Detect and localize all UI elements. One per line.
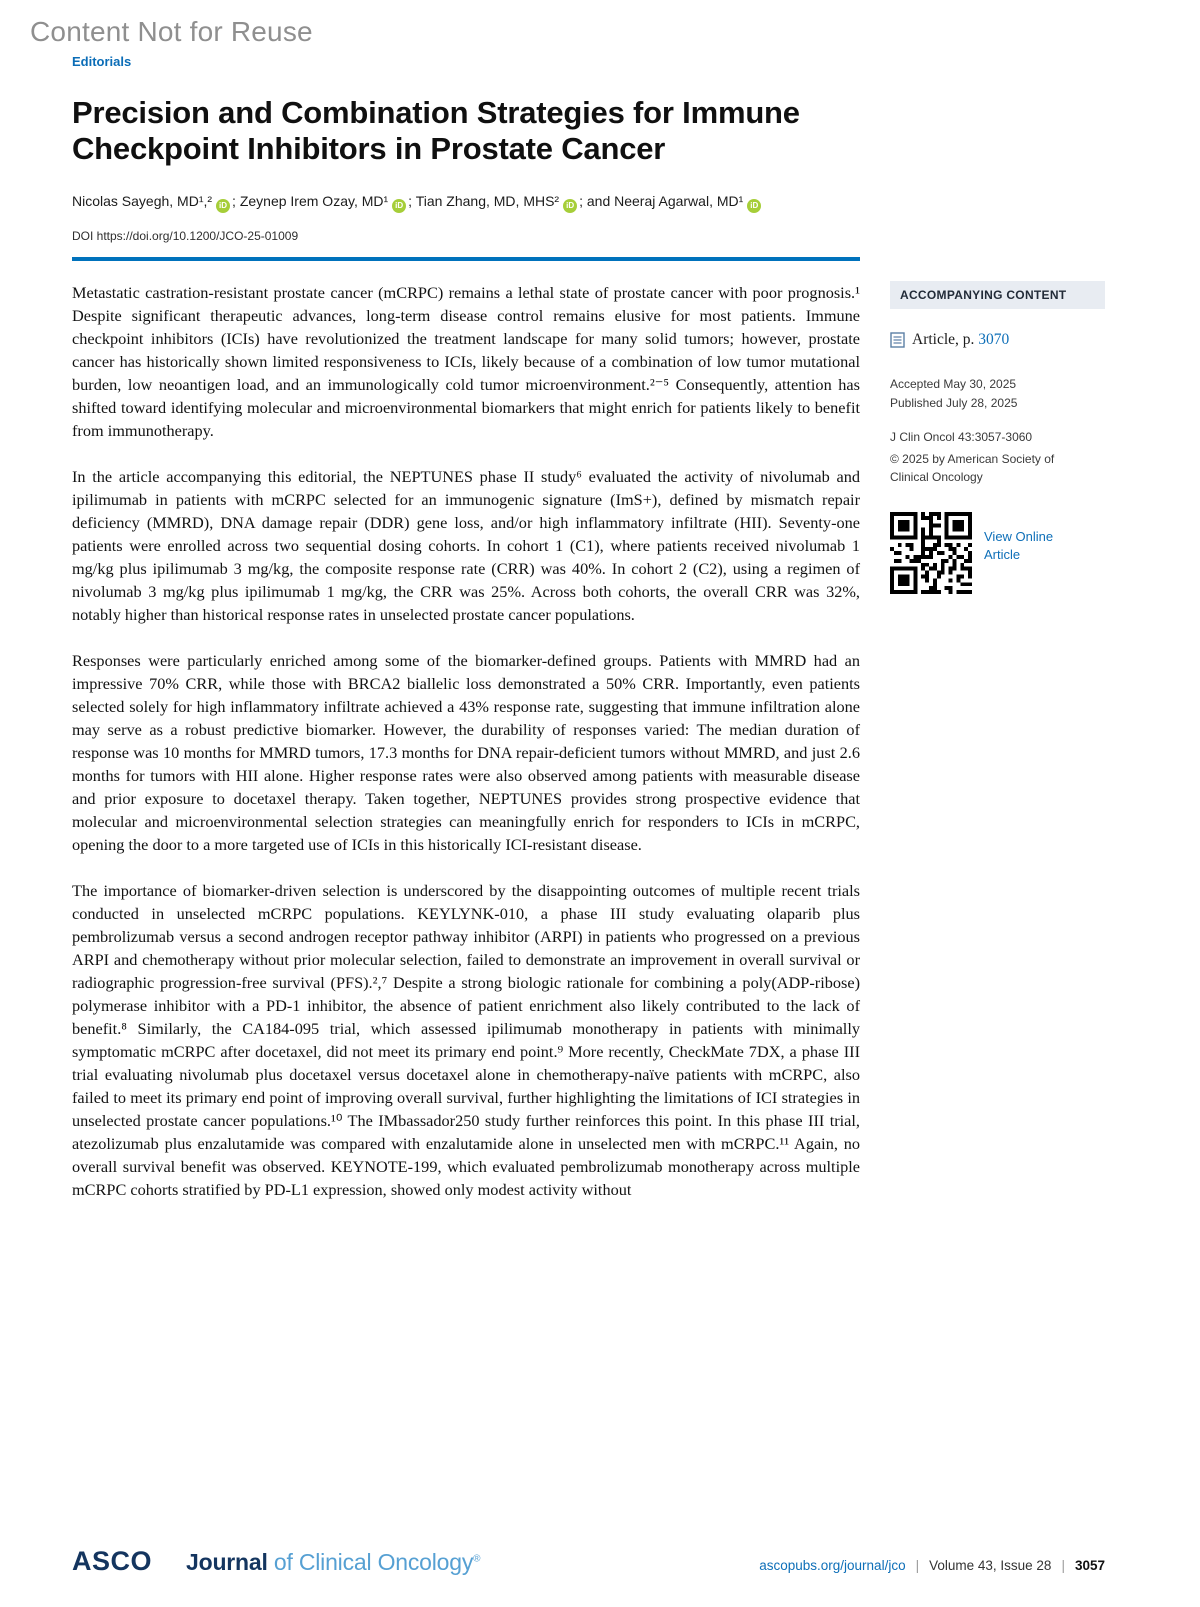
accepted-date: Accepted May 30, 2025 — [890, 377, 1017, 391]
accompanying-content-header: ACCOMPANYING CONTENT — [890, 281, 1105, 309]
author-2 — [240, 193, 416, 209]
paragraph-3: Responses were particularly enriched among some of the biomarker-defined groups. Patients with MMRD had an impressive 70% CRR, while those with BRCA2 biallelic loss demonstrated a 50% CRR. Importantly, even patients selected solely for high inflammatory infiltrate achieved a 43% response rate, suggesting that immune infiltration alone may serve as a robust predictive biomarker. However, the durability of responses varied: The median duration of response was 10 months for MMRD tumors, 17.3 months for DNA repair-deficient tumors without MMRD, and just 2.6 months for tumors with HII alone. Higher response rates were also observed among patients with measurable disease and prior exposure to docetaxel therapy. Taken together, NEPTUNES provides strong prospective evidence that molecular and microenvironmental selection strategies can meaningfully enrich for responders to ICIs in mCRPC, opening the door to a more targeted use of ICIs in this historically ICI-resistant disease. — [72, 651, 860, 854]
article-body — [72, 281, 860, 1224]
paragraph-2: In the article accompanying this editorial, the NEPTUNES phase II study⁶ evaluated the activity of nivolumab and ipilimumab in patients with mCRPC selected for an immunogenic signature (ImS+), defined by mismatch repair deficiency (MMRD), DNA damage repair (DDR) gene loss, and/or high inflammatory infiltrate (HII). Seventy-one patients were enrolled across two sequential dosing cohorts. In cohort 1 (C1), where patients received nivolumab 1 mg/kg plus ipilimumab 3 mg/kg, the composite response rate (CRR) was 40%. In cohort 2 (C2), using a regimen of nivolumab 3 mg/kg plus ipilimumab 1 mg/kg, the CRR was 25%. Across both cohorts, the overall CRR was 32%, notably higher than historical response rates in unselected prostate cancer populations. — [72, 467, 860, 624]
article-title: Precision and Combination Strategies for Immune Checkpoint Inhibitors in Prostate Cancer — [72, 95, 800, 166]
accompanying-article-link — [890, 331, 1105, 349]
orcid-icon[interactable] — [563, 199, 577, 213]
author-name: Tian Zhang, MD, MHS² — [415, 193, 560, 209]
qr-section — [890, 512, 1105, 594]
section-label-editorials: Editorials — [72, 54, 132, 69]
footer-branding — [72, 1546, 480, 1577]
jco-logo — [186, 1549, 480, 1576]
article-link-text: Article, p. — [912, 331, 975, 348]
footer-separator: | — [1061, 1558, 1065, 1573]
author-4 — [587, 193, 763, 209]
orcid-icon[interactable] — [392, 199, 406, 213]
view-online-link[interactable]: View Online Article — [984, 529, 1054, 562]
jco-logo-journal: Journal — [186, 1549, 268, 1575]
article-dates — [890, 375, 1105, 412]
document-icon — [890, 332, 905, 348]
author-1 — [72, 193, 240, 209]
page-footer — [72, 1546, 1105, 1577]
journal-url-link[interactable]: ascopubs.org/journal/jco — [759, 1558, 906, 1573]
journal-citation: J Clin Oncol 43:3057-3060 — [890, 430, 1033, 445]
qr-code — [890, 512, 972, 594]
author-name: Nicolas Sayegh, MD¹,² — [72, 193, 213, 209]
article-page-link[interactable]: 3070 — [978, 331, 1010, 348]
asco-logo: ASCO — [72, 1546, 153, 1576]
author-prefix: and — [586, 193, 615, 209]
author-separator: ; — [232, 193, 240, 209]
registered-mark: ® — [473, 1553, 481, 1565]
volume-issue: Volume 43, Issue 28 — [929, 1558, 1052, 1573]
author-separator: ; — [408, 193, 416, 209]
watermark-text: Content Not for Reuse — [30, 16, 313, 47]
article-link-label — [912, 331, 1009, 349]
orcid-icon[interactable] — [747, 199, 761, 213]
content-row — [72, 281, 1105, 1224]
orcid-icon[interactable] — [216, 199, 230, 213]
jco-logo-rest: of Clinical Oncology — [267, 1549, 474, 1575]
divider-rule — [72, 257, 860, 261]
paragraph-4: The importance of biomarker-driven selection is underscored by the disappointing outcomes of multiple recent trials conducted in unselected mCRPC populations. KEYLYNK-010, a phase III study evaluating olaparib plus pembrolizumab versus a second androgen receptor pathway inhibitor (ARPI) in patients who progressed on a previous ARPI and chemotherapy without prior molecular selection, failed to demonstrate an improvement in overall survival or radiographic progression-free survival (PFS).²,⁷ Despite a strong biologic rationale for combining a poly(ADP-ribose) polymerase inhibitor with a PD-1 inhibitor, the absence of patient enrichment also likely contributed to the lack of benefit.⁸ Similarly, the CA184-095 trial, which assessed ipilimumab monotherapy in patients with minimally symptomatic mCRPC after docetaxel, did not meet its primary end point.⁹ More recently, CheckMate 7DX, a phase III trial evaluating nivolumab plus docetaxel versus docetaxel alone in chemotherapy-naïve patients with mCRPC, also failed to meet its primary end point of improving overall survival, further highlighting the limitations of ICI strategies in unselected prostate cancer populations.¹⁰ The IMbassador250 study further reinforces this point. In this phase III trial, atezolizumab plus enzalutamide was compared with enzalutamide alone in unselected men with mCRPC.¹¹ Again, no overall survival benefit was observed. KEYNOTE-199, which evaluated pembrolizumab monotherapy across multiple mCRPC cohorts stratified by PD-L1 expression, showed only modest activity without — [72, 881, 860, 1199]
author-name: Neeraj Agarwal, MD¹ — [614, 193, 744, 209]
author-3 — [416, 193, 587, 209]
footer-separator: | — [915, 1558, 920, 1573]
published-date: Published July 28, 2025 — [890, 395, 1018, 410]
paragraph-1: Metastatic castration-resistant prostate cancer (mCRPC) remains a lethal state of prostate cancer with poor prognosis.¹ Despite significant therapeutic advances, long-term disease control remains elusive for most patients. Immune checkpoint inhibitors (ICIs) have revolutionized the treatment landscape for many solid tumors; however, prostate cancer has historically shown limited responsiveness to ICIs, likely because of a combination of low tumor mutational burden, low neoantigen load, and an immunologically cold tumor microenvironment.²⁻⁵ Consequently, attention has shifted toward identifying molecular and microenvironmental biomarkers that might enrich for patients likely to benefit from immunotherapy. — [72, 283, 860, 440]
footer-meta — [759, 1558, 1105, 1573]
page-number: 3057 — [1074, 1558, 1105, 1573]
author-name: Zeynep Irem Ozay, MD¹ — [239, 193, 389, 209]
copyright-notice: © 2025 by American Society of Clinical Oncology — [890, 452, 1055, 485]
author-separator: ; — [579, 193, 587, 209]
doi-line: DOI https://doi.org/10.1200/JCO-25-01009 — [72, 229, 299, 243]
author-byline — [72, 193, 1105, 213]
accompanying-content-sidebar — [890, 281, 1105, 1224]
